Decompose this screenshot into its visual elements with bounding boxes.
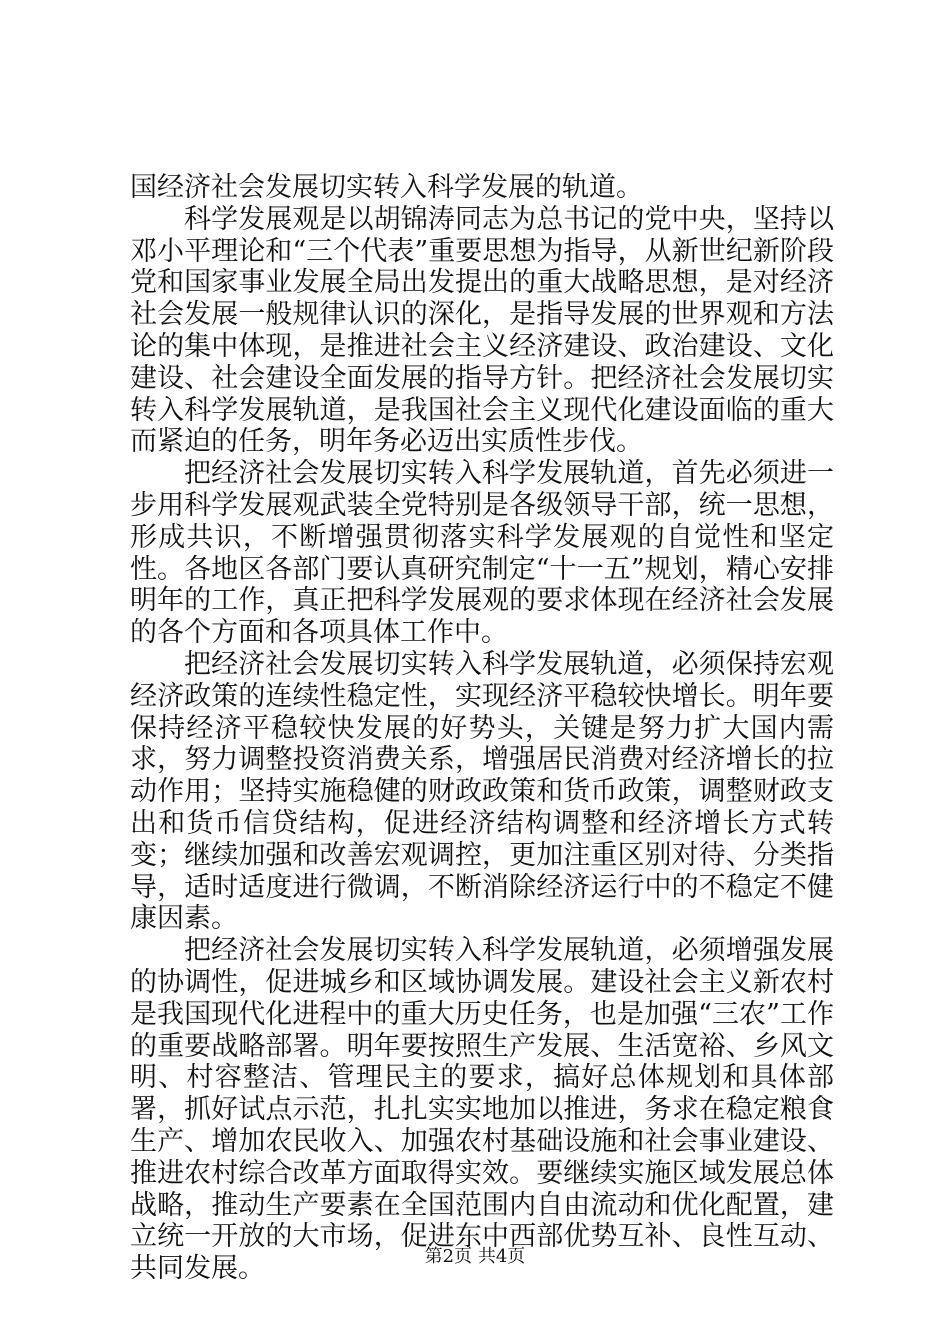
paragraph-continuation: 国经济社会发展切实转入科学发展的轨道。 [130, 172, 643, 203]
paragraph-macro-policy: 把经济社会发展切实转入科学发展轨道，必须保持宏观经济政策的连续性稳定性，实现经济平稳较快增长。明年要保持经济平稳较快发展的好势头，关键是努力扩大国内需求，努力调整投资消费关系，增强居民消费对经济增长的拉动作用；坚持实施稳健的财政政策和货币政策，调整财政支出和货币信贷结构，促进经济结构调整和经济增长方式转变；继续加强和改善宏观调控，更加注重区别对待、分类指导，适时适度进行微调，不断消除经济运行中的不稳定不健康因素。 [130, 648, 834, 935]
document-body [130, 172, 834, 1285]
paragraph-arm-party: 把经济社会发展切实转入科学发展轨道，首先必须进一步用科学发展观武装全党特别是各级领导干部，统一思想，形成共识，不断增强贯彻落实科学发展观的自觉性和坚定性。各地区各部门要认真研究制定“十一五”规划，精心安排明年的工作，真正把科学发展观的要求体现在经济社会发展的各个方面和各项具体工作中。 [130, 458, 834, 649]
page-footer: 第2页 共4页 [424, 1246, 526, 1267]
paragraph-scientific-outlook: 科学发展观是以胡锦涛同志为总书记的党中央，坚持以邓小平理论和“三个代表”重要思想为指导，从新世纪新阶段党和国家事业发展全局出发提出的重大战略思想，是对经济社会发展一般规律认识的深化，是指导发展的世界观和方法论的集中体现，是推进社会主义经济建设、政治建设、文化建设、社会建设全面发展的指导方针。把经济社会发展切实转入科学发展轨道，是我国社会主义现代化建设面临的重大而紧迫的任务，明年务必迈出实质性步伐。 [130, 203, 834, 458]
paragraph-coordinated-development: 把经济社会发展切实转入科学发展轨道，必须增强发展的协调性，促进城乡和区域协调发展。建设社会主义新农村是我国现代化进程中的重大历史任务，也是加强“三农”工作的重要战略部署。明年要按照生产发展、生活宽裕、乡风文明、村容整洁、管理民主的要求，搞好总体规划和具体部署，抓好试点示范，扎扎实实地加以推进，务求在稳定粮食生产、增加农民收入、加强农村基础设施和社会事业建设、推进农村综合改革方面取得实效。要继续实施区域发展总体战略，推动生产要素在全国范围内自由流动和优化配置，建立统一开放的大市场，促进东中西部优势互补、良性互动、共同发展。 [130, 935, 834, 1285]
